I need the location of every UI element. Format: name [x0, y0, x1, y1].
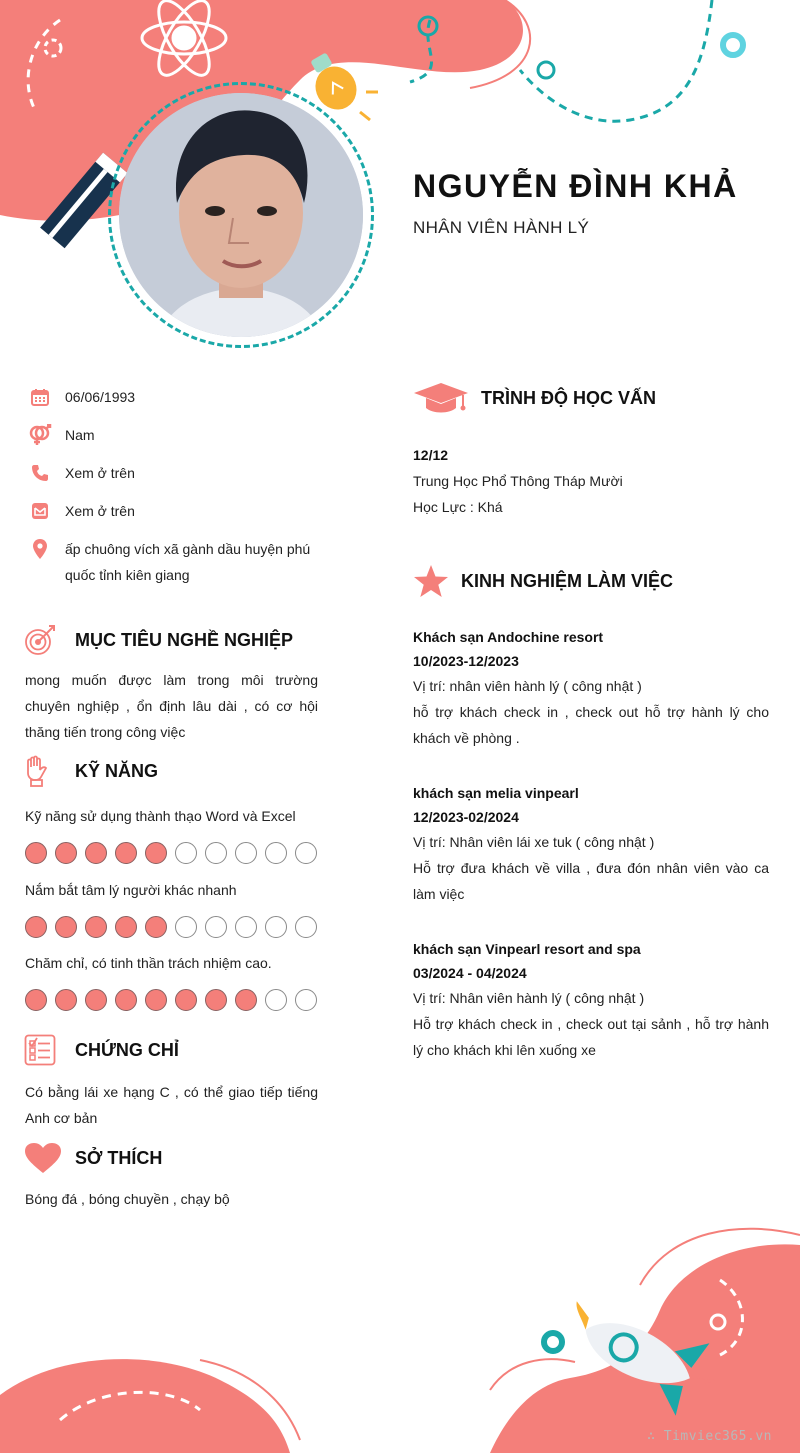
skill-level-rating: [25, 842, 317, 864]
hobbies-heading: [24, 1141, 162, 1175]
experience-item: [413, 937, 769, 1063]
skill-dot-empty: [295, 916, 317, 938]
contact-email: [28, 498, 325, 524]
ring-ornament: [723, 35, 743, 55]
skill-dot-filled: [175, 989, 197, 1011]
contact-birthdate: [28, 384, 325, 410]
contact-gender: [28, 422, 325, 448]
profile-photo: [119, 93, 363, 337]
hand-icon: [22, 754, 52, 788]
email-value: Xem ở trên: [65, 503, 135, 519]
skill-label: Kỹ năng sử dụng thành thạo Word và Excel: [25, 808, 296, 824]
ring-ornament: [544, 1333, 562, 1351]
skill-dot-filled: [85, 989, 107, 1011]
skill-dot-empty: [205, 916, 227, 938]
skill-dot-empty: [265, 989, 287, 1011]
skill-level-rating: [25, 916, 317, 938]
skill-dot-empty: [265, 842, 287, 864]
address-value: ấp chuông vích xã gành dầu huyện phú quốc tỉnh kiên giang: [65, 541, 311, 583]
skill-dot-filled: [115, 842, 137, 864]
profile-photo-frame: [108, 82, 374, 348]
skill-dot-filled: [235, 989, 257, 1011]
calendar-icon: [28, 385, 52, 409]
skill-dot-filled: [55, 842, 77, 864]
heart-icon: [24, 1141, 62, 1175]
education-title: TRÌNH ĐỘ HỌC VẤN: [481, 387, 656, 408]
certificates-title: CHỨNG CHỈ: [75, 1039, 179, 1060]
skill-dot-empty: [235, 916, 257, 938]
skill-dot-filled: [25, 989, 47, 1011]
education-grade: 12/12: [413, 447, 449, 463]
checklist-icon: [23, 1033, 57, 1067]
skill-dot-filled: [115, 989, 137, 1011]
skill-dot-empty: [175, 842, 197, 864]
skill-dot-empty: [295, 989, 317, 1011]
avatar-portrait-icon: [119, 93, 363, 337]
skill-dot-filled: [25, 916, 47, 938]
objective-title: MỤC TIÊU NGHỀ NGHIỆP: [75, 629, 294, 650]
experience-position: Vị trí: Nhân viên lái xe tuk ( công nhật ): [413, 834, 655, 850]
education-school: Trung Học Phổ Thông Tháp Mười: [413, 473, 623, 489]
location-pin-icon: [28, 537, 52, 561]
skills-heading: [22, 754, 158, 788]
hobbies-text: Bóng đá , bóng chuyền , chạy bộ: [25, 1191, 230, 1207]
skills-title: KỸ NĂNG: [75, 760, 159, 781]
gender-icon: [28, 423, 52, 447]
watermark-text: ∴ Timviec365.vn: [647, 1429, 772, 1444]
education-result: Học Lực : Khá: [413, 499, 503, 515]
dashed-swirl-right: [520, 0, 712, 121]
experience-heading: [413, 563, 673, 599]
education-heading: [413, 380, 656, 416]
birthdate-value: 06/06/1993: [65, 389, 136, 405]
swirl-loop: [538, 62, 554, 78]
email-icon: [28, 499, 52, 523]
experience-company: Khách sạn Andochine resort: [413, 629, 604, 645]
experience-period: 12/2023-02/2024: [413, 809, 519, 825]
skill-dot-filled: [145, 842, 167, 864]
skill-dot-filled: [115, 916, 137, 938]
experience-title: KINH NGHIỆM LÀM VIỆC: [461, 570, 674, 591]
skill-label: Nắm bắt tâm lý người khác nhanh: [25, 882, 237, 898]
education-entry: [413, 442, 769, 520]
hobbies-title: SỞ THÍCH: [75, 1147, 163, 1168]
bulb-ray: [360, 112, 370, 120]
skill-dot-filled: [85, 842, 107, 864]
skill-dot-filled: [205, 989, 227, 1011]
skill-dot-filled: [145, 989, 167, 1011]
objective-heading: [22, 622, 293, 658]
skill-dot-empty: [295, 842, 317, 864]
graduation-cap-icon: [413, 380, 469, 416]
candidate-name: NGUYỄN ĐÌNH KHẢ: [413, 168, 738, 204]
experience-description: Hỗ trợ đưa khách về villa , đưa đón nhân viên vào ca làm việc: [413, 860, 769, 902]
skill-dot-empty: [175, 916, 197, 938]
contact-address: [28, 536, 325, 588]
skill-dot-empty: [205, 842, 227, 864]
contact-phone: [28, 460, 325, 486]
skill-dot-filled: [55, 989, 77, 1011]
experience-item: [413, 781, 769, 907]
experience-position: Vị trí: Nhân viên hành lý ( công nhật ): [413, 990, 645, 1006]
job-title: NHÂN VIÊN HÀNH LÝ: [413, 218, 590, 237]
star-icon: [413, 563, 449, 599]
phone-value: Xem ở trên: [65, 465, 135, 481]
skill-dot-filled: [55, 916, 77, 938]
phone-icon: [28, 461, 52, 485]
skill-dot-empty: [235, 842, 257, 864]
certificates-heading: [23, 1033, 179, 1067]
experience-period: 03/2024 - 04/2024: [413, 965, 527, 981]
gender-value: Nam: [65, 427, 95, 443]
skill-dot-empty: [265, 916, 287, 938]
skill-label: Chăm chỉ, có tinh thần trách nhiệm cao.: [25, 955, 272, 971]
skill-dot-filled: [145, 916, 167, 938]
experience-description: hỗ trợ khách check in , check out hỗ trợ hành lý cho khách về phòng .: [413, 704, 769, 746]
target-icon: [22, 622, 60, 658]
skill-dot-filled: [25, 842, 47, 864]
experience-period: 10/2023-12/2023: [413, 653, 519, 669]
objective-text: mong muốn được làm trong môi trường chuyên nghiệp , ổn định lâu dài , có cơ hội thăng tiến trong công việc: [25, 672, 318, 740]
experience-position: Vị trí: nhân viên hành lý ( công nhật ): [413, 678, 642, 694]
bottom-left-blob: [0, 1359, 290, 1453]
experience-company: khách sạn Vinpearl resort and spa: [413, 941, 641, 957]
certificates-text: Có bằng lái xe hạng C , có thể giao tiếp tiếng Anh cơ bản: [25, 1084, 318, 1126]
experience-description: Hỗ trợ khách check in , check out tại sảnh , hỗ trợ hành lý cho khách khi lên xuống xe: [413, 1016, 769, 1058]
experience-item: [413, 625, 769, 751]
experience-company: khách sạn melia vinpearl: [413, 785, 579, 801]
skill-level-rating: [25, 989, 317, 1011]
skill-dot-filled: [85, 916, 107, 938]
